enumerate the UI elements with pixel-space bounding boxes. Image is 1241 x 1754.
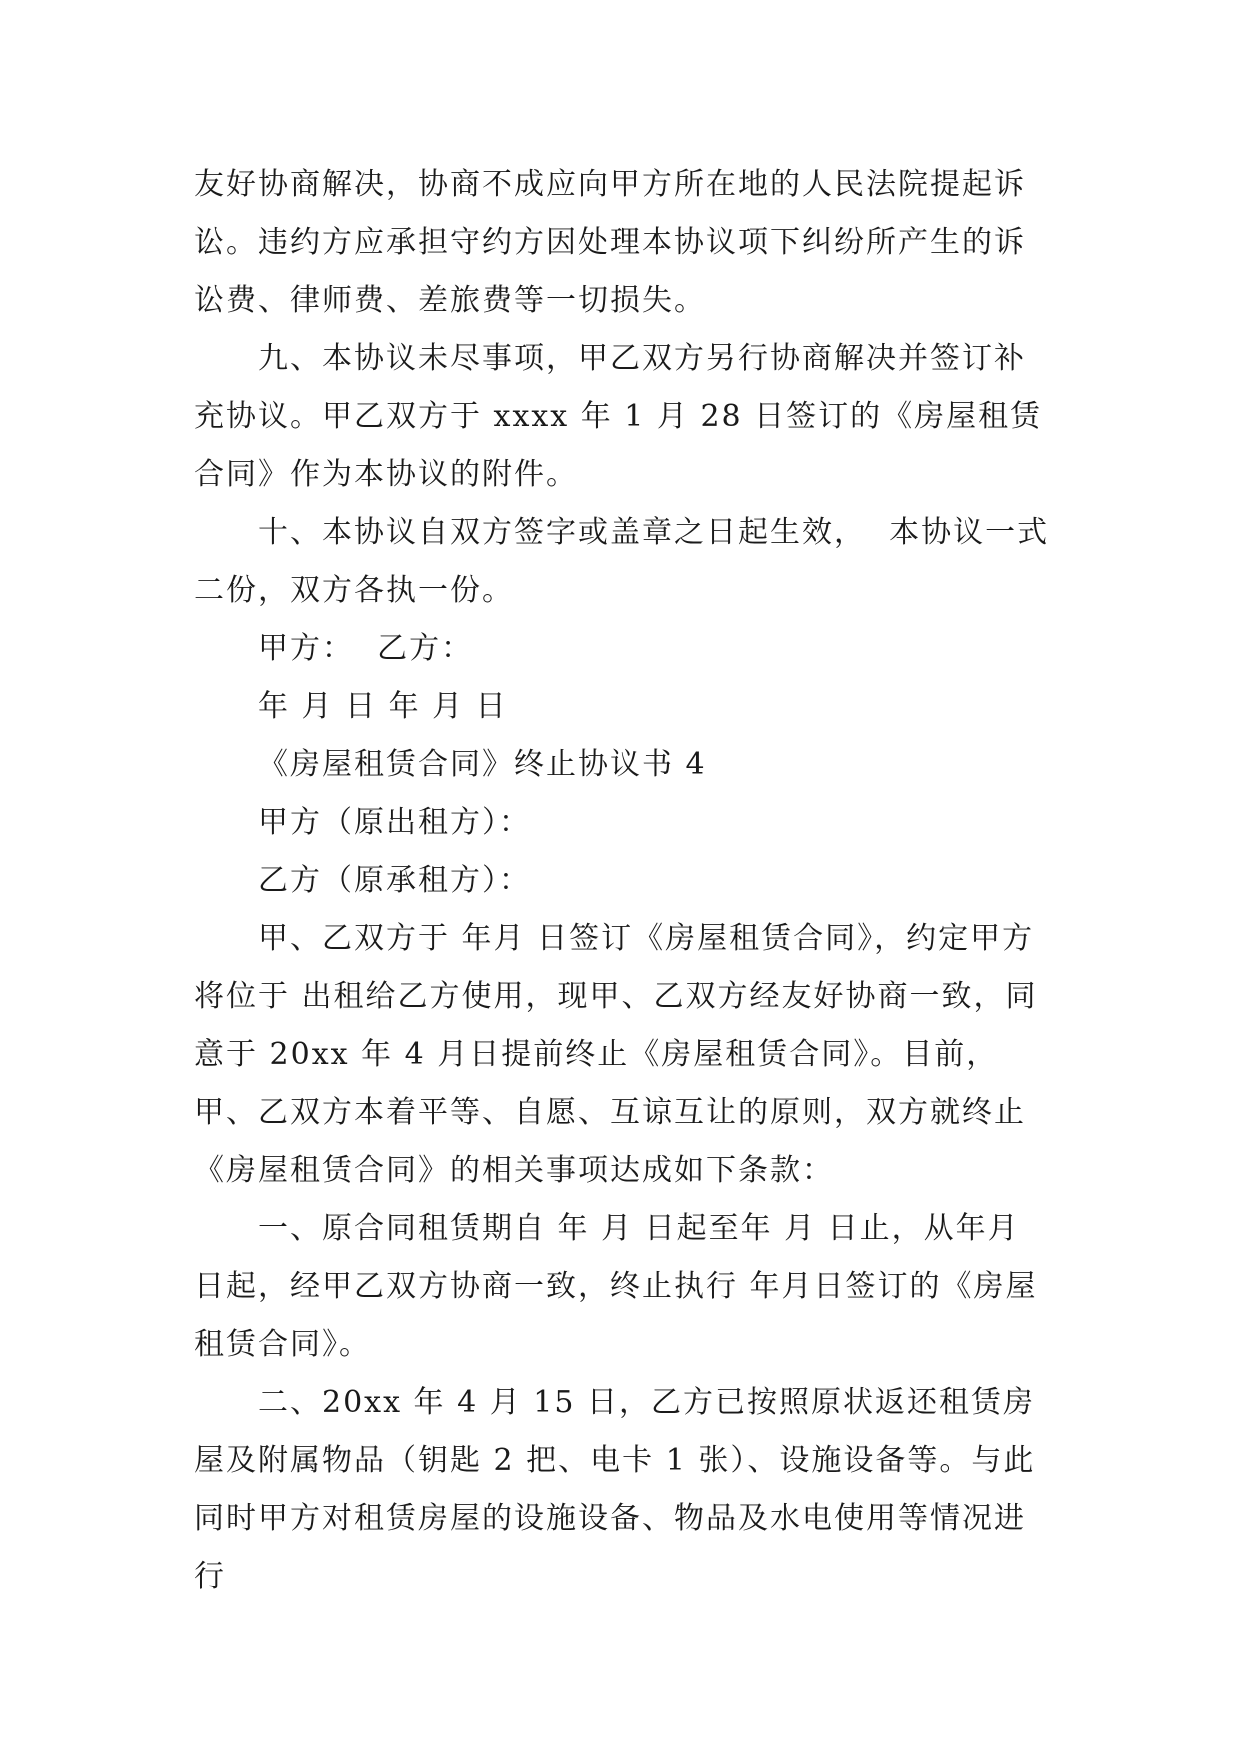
paragraph-clause-one: 一、原合同租赁期自 年 月 日起至年 月 日止，从年月 日起，经甲乙双方协商一致，终止执行 年月日签订的《房屋租赁合同》。 <box>194 1211 1038 1362</box>
document-body <box>194 156 1054 1606</box>
signature-date-line: 年 月 日 年 月 日 <box>258 689 508 724</box>
signature-parties-line: 甲方： 乙方： <box>258 631 474 666</box>
document-title: 《房屋租赁合同》终止协议书 4 <box>258 747 707 782</box>
party-b-line: 乙方（原承租方）： <box>258 863 531 898</box>
party-a-line: 甲方（原出租方）： <box>258 805 531 840</box>
paragraph-dispute-continuation: 友好协商解决，协商不成应向甲方所在地的人民法院提起诉讼。违约方应承担守约方因处理本协议项下纠纷所产生的诉讼费、律师费、差旅费等一切损失。 <box>194 167 1026 318</box>
paragraph-clause-nine: 九、本协议未尽事项，甲乙双方另行协商解决并签订补充协议。甲乙双方于 xxxx 年 1 月 28 日签订的《房屋租赁合同》作为本协议的附件。 <box>194 341 1043 492</box>
paragraph-clause-ten: 十、本协议自双方签字或盖章之日起生效， 本协议一式二份，双方各执一份。 <box>194 515 1050 608</box>
paragraph-clause-two: 二、20xx 年 4 月 15 日，乙方已按照原状返还租赁房屋及附属物品（钥匙 2 把、电卡 1 张）、设施设备等。与此同时甲方对租赁房屋的设施设备、物品及水电使用等情况进行 <box>194 1385 1036 1594</box>
paragraph-preamble: 甲、乙双方于 年月 日签订《房屋租赁合同》，约定甲方将位于 出租给乙方使用，现甲、乙双方经友好协商一致，同意于 20xx 年 4 月日提前终止《房屋租赁合同》。目前，甲、乙双方本着平等、自愿、互谅互让的原则，双方就终止《房屋租赁合同》的相关事项达成如下条款： <box>194 921 1038 1188</box>
